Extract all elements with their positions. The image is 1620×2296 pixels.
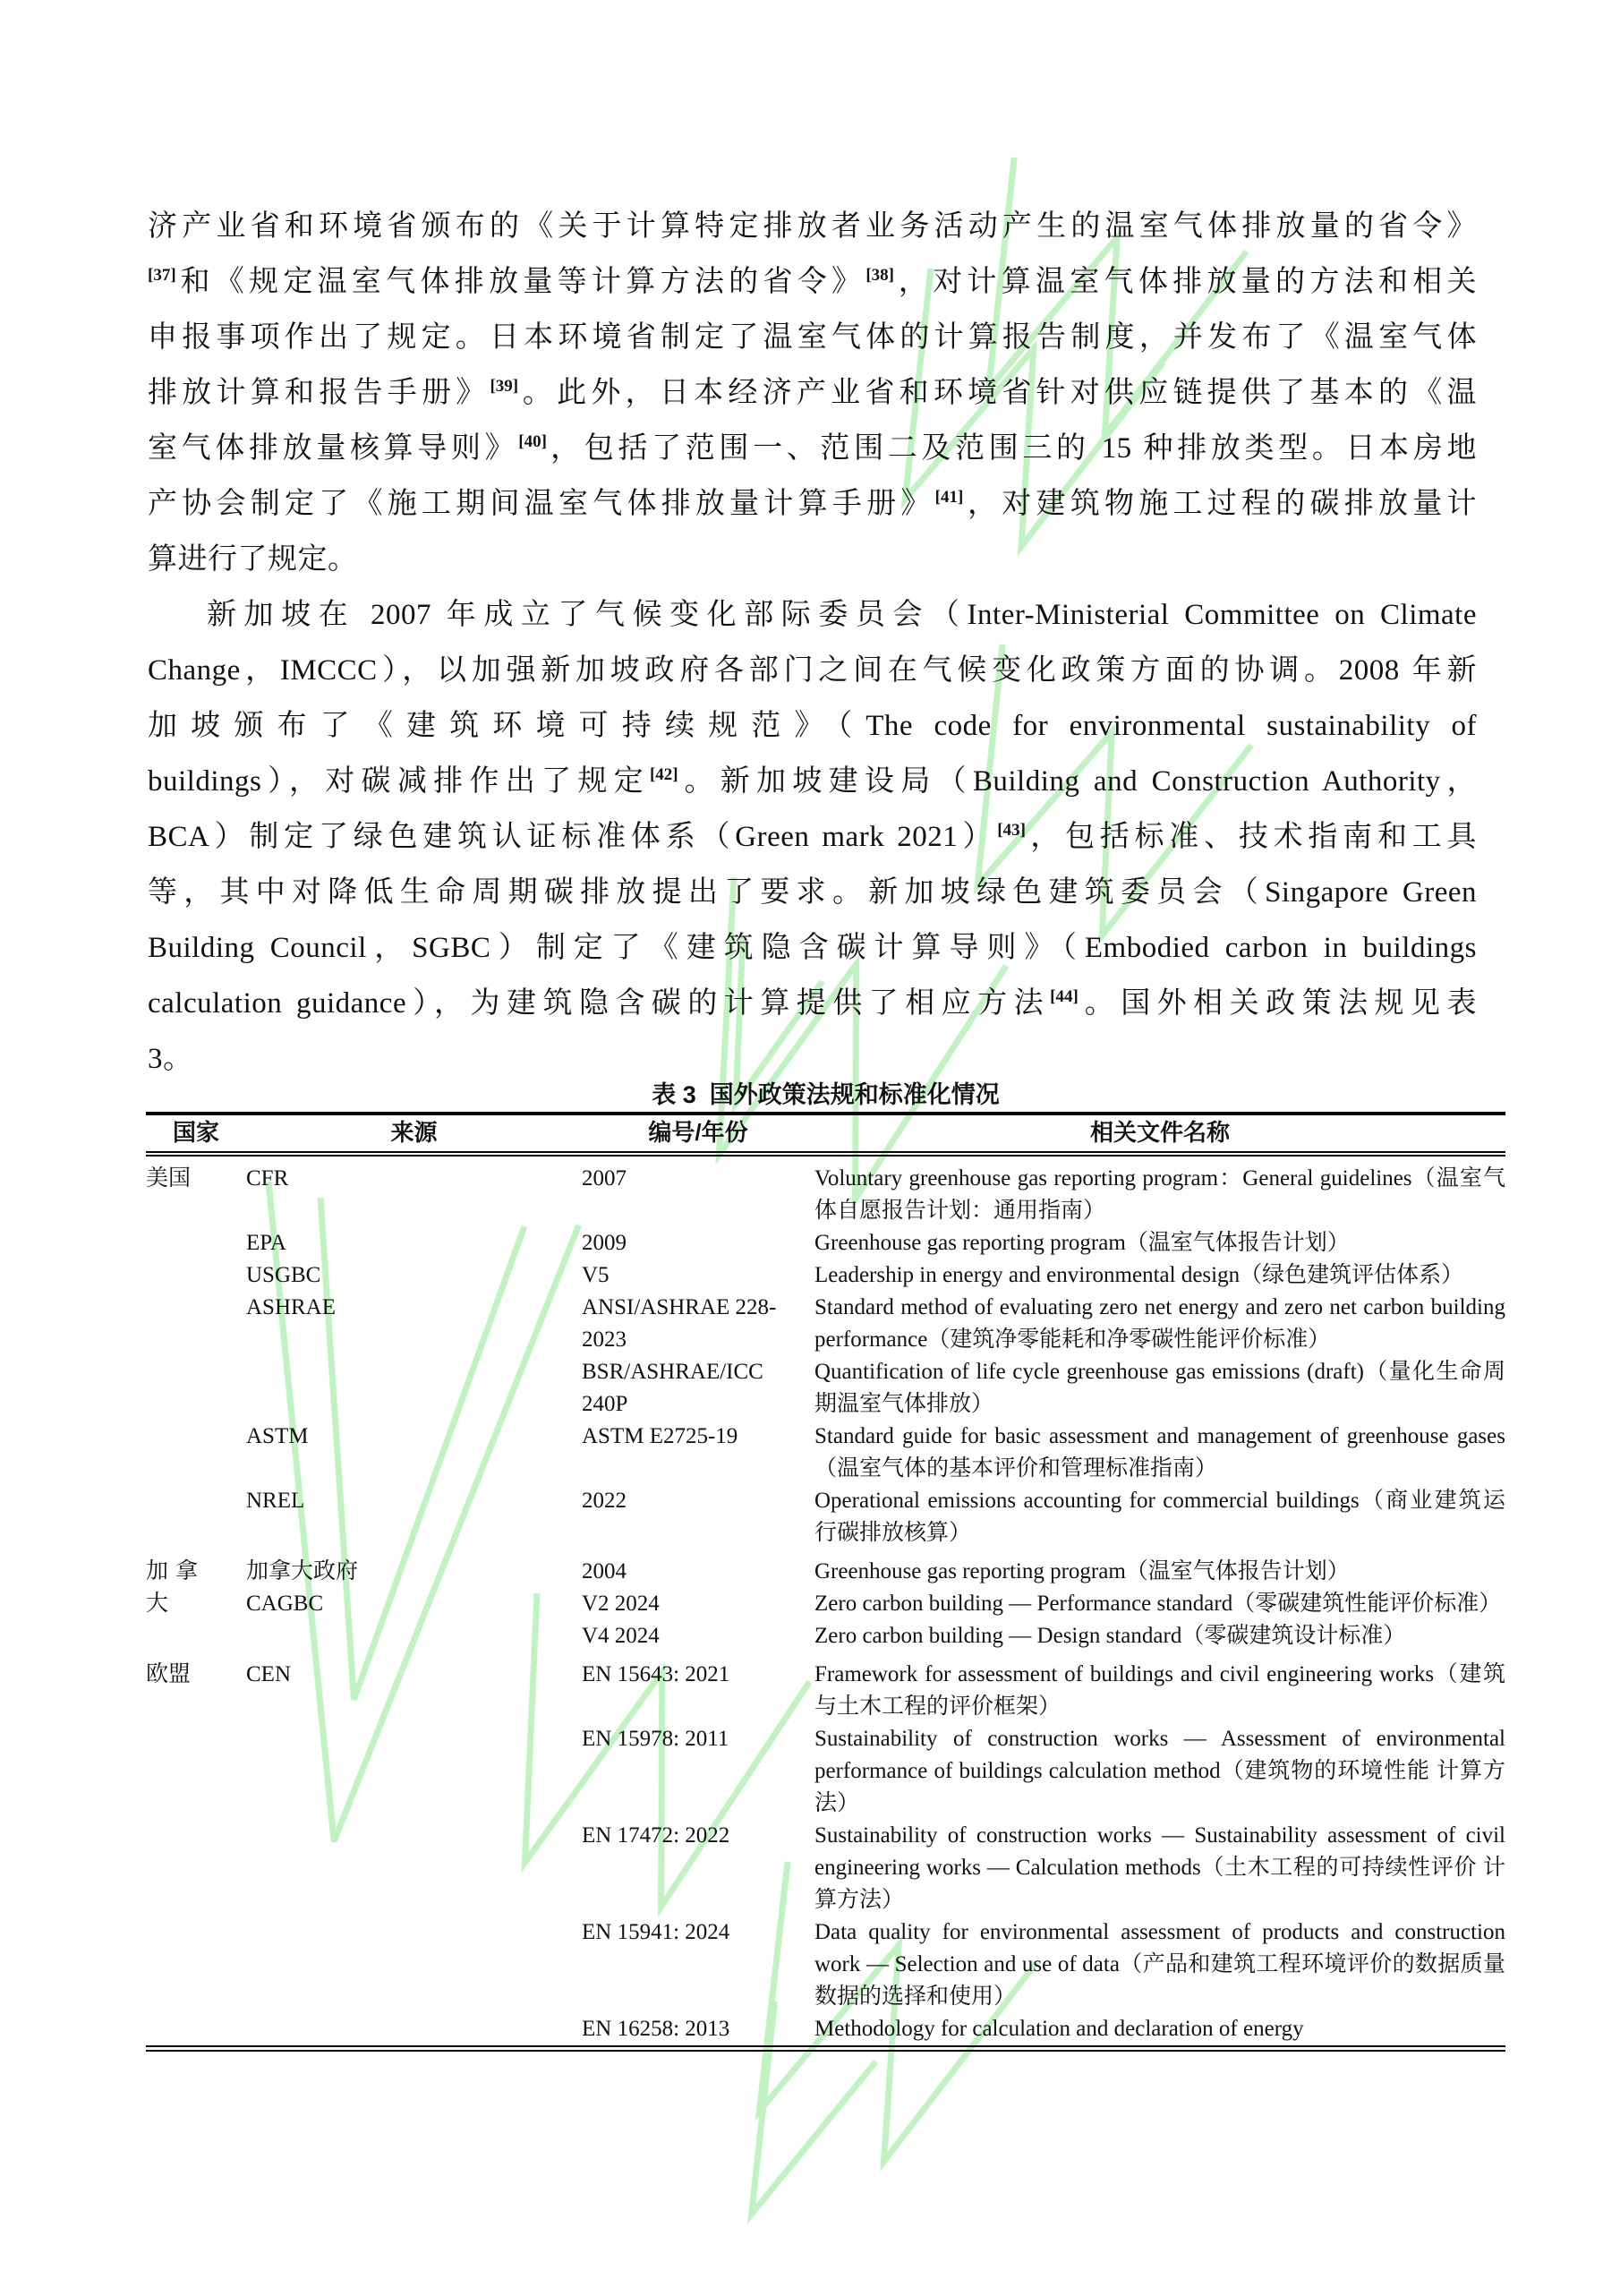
table-row — [146, 1588, 1505, 1620]
citation-ref: [42] — [649, 765, 678, 784]
paragraph-line: 济产业省和环境省颁布的《关于计算特定排放者业务活动产生的温室气体排放量的省令》 — [148, 210, 1477, 243]
doc-name-cell: Sustainability of construction works — Assessment of environmental performance of buildings calculation method（建筑物的环境性能 计算方法） — [814, 1727, 1505, 1815]
table-row — [146, 1356, 1505, 1421]
number-cell: EN 16258: 2013 — [582, 2017, 730, 2041]
paragraph-line: 室气体排放量核算导则》[40]，包括了范围一、范围二及范围三的 15 种排放类型。日本房地 — [148, 432, 1478, 465]
paragraph-line: 新加坡在 2007 年成立了气候变化部际委员会（Inter-Ministerial Committee on Climate — [207, 599, 1477, 631]
doc-name-cell: Leadership in energy and environmental design（绿色建筑评估体系） — [814, 1263, 1464, 1287]
table-row — [146, 1620, 1505, 1652]
doc-name-cell: Greenhouse gas reporting program（温室气体报告计划） — [814, 1231, 1350, 1255]
body-text — [148, 199, 1477, 1087]
number-cell: 2009 — [582, 1231, 627, 1255]
header-number: 编号/年份 — [582, 1114, 814, 1154]
table-row — [146, 1292, 1505, 1356]
doc-name-cell: Quantification of life cycle greenhouse gas emissions (draft)（量化生命周期温室气体排放） — [814, 1360, 1505, 1416]
table-row — [146, 1227, 1505, 1259]
source-cell: ASHRAE — [246, 1295, 337, 1319]
table-row — [146, 1154, 1505, 1227]
number-cell: V2 2024 — [582, 1592, 660, 1616]
source-cell: NREL — [246, 1489, 305, 1513]
table-row — [146, 1549, 1505, 1588]
doc-name-cell: Sustainability of construction works — Sustainability assessment of civil engineering works — Calculation methods（土木工程的可持续性评价 计算方法） — [814, 1823, 1505, 1912]
table-row — [146, 1485, 1505, 1549]
paragraph-line: 排放计算和报告手册》[39]。此外，日本经济产业省和环境省针对供应链提供了基本的《温 — [148, 377, 1478, 409]
header-name: 相关文件名称 — [814, 1114, 1505, 1154]
country-cell — [146, 1549, 246, 1652]
table-row — [146, 2013, 1505, 2049]
paragraph-line: 3。 — [148, 1043, 193, 1075]
paragraph-line: 申报事项作出了规定。日本环境省制定了温室气体的计算报告制度，并发布了《温室气体 — [148, 321, 1477, 354]
doc-name-cell: Voluntary greenhouse gas reporting program：General guidelines（温室气体自愿报告计划：通用指南） — [814, 1166, 1505, 1223]
source-cell: USGBC — [246, 1263, 321, 1287]
table-caption: 表 3 国外政策法规和标准化情况 — [652, 1081, 1000, 1108]
citation-ref: [44] — [1050, 987, 1079, 1006]
paragraph-line: 加坡颁布了《建筑环境可持续规范》（The code for environmental sustainability of — [148, 710, 1477, 742]
number-cell: V4 2024 — [582, 1624, 660, 1648]
source-cell: 加拿大政府 — [246, 1559, 359, 1583]
paragraph-line: calculation guidance），为建筑隐含碳的计算提供了相应方法[44]。国外相关政策法规见表 — [148, 987, 1478, 1020]
number-cell: V5 — [582, 1263, 610, 1287]
citation-ref: [37] — [148, 266, 176, 285]
doc-name-cell: Data quality for environmental assessment of products and construction work — Selection and use of data（产品和建筑工程环境评价的数据质量 数据的选择和使用） — [814, 1920, 1505, 2009]
paragraph-line: 等，其中对降低生命周期碳排放提出了要求。新加坡绿色建筑委员会（Singapore Green — [148, 876, 1477, 909]
doc-name-cell: Operational emissions accounting for commercial buildings（商业建筑运行碳排放核算） — [814, 1489, 1505, 1545]
citation-ref: [39] — [490, 377, 519, 396]
paragraph-singapore-policy — [148, 587, 1477, 1087]
source-cell — [246, 1820, 582, 1916]
doc-name-cell: Methodology for calculation and declaration of energy — [814, 2017, 1304, 2041]
source-cell: CEN — [246, 1662, 291, 1686]
citation-ref: [40] — [518, 432, 547, 451]
policy-table-body — [146, 1154, 1505, 2049]
number-cell: 2007 — [582, 1166, 627, 1191]
country-label: 欧盟 — [146, 1662, 192, 1686]
source-cell — [246, 1356, 582, 1421]
doc-name-cell: Standard guide for basic assessment and management of greenhouse gases（温室气体的基本评价和管理标准指南） — [814, 1424, 1505, 1481]
table-row — [146, 1652, 1505, 1723]
table-row — [146, 1820, 1505, 1916]
paragraph-line: Building Council，SGBC）制定了《建筑隐含碳计算导则》（Embodied carbon in buildings — [148, 932, 1477, 964]
doc-name-cell: Framework for assessment of buildings and civil engineering works（建筑与土木工程的评价框架） — [814, 1662, 1505, 1719]
doc-name-cell: Greenhouse gas reporting program（温室气体报告计划） — [814, 1559, 1350, 1583]
country-cell — [146, 1154, 246, 1549]
number-cell: EN 17472: 2022 — [582, 1823, 730, 1848]
source-cell: EPA — [246, 1231, 286, 1255]
country-label: 美国 — [146, 1166, 192, 1191]
table-row — [146, 1259, 1505, 1292]
citation-ref: [43] — [997, 821, 1026, 840]
table3-section — [146, 1080, 1505, 2052]
number-cell: BSR/ASHRAE/ICC 240P — [582, 1360, 763, 1416]
table-row — [146, 1916, 1505, 2013]
source-cell — [246, 1916, 582, 2013]
source-cell: ASTM — [246, 1424, 309, 1448]
paragraph-line: buildings），对碳减排作出了规定[42]。新加坡建设局（Building and Construction Authority， — [148, 765, 1477, 798]
table-header-row — [146, 1114, 1505, 1154]
paragraph-japan-policy — [148, 199, 1477, 587]
number-cell: ANSI/ASHRAE 228-2023 — [582, 1295, 777, 1352]
doc-name-cell: Zero carbon building — Design standard（零碳建筑设计标准） — [814, 1624, 1406, 1648]
number-cell: EN 15643: 2021 — [582, 1662, 730, 1686]
country-label: 加拿大 — [146, 1559, 198, 1616]
paragraph-line: BCA）制定了绿色建筑认证标准体系（Green mark 2021）[43]，包括标准、技术指南和工具 — [148, 821, 1477, 853]
paragraph-line: [37]和《规定温室气体排放量等计算方法的省令》[38]，对计算温室气体排放量的方法和相关 — [148, 266, 1478, 298]
header-source: 来源 — [246, 1114, 582, 1154]
paragraph-line: Change，IMCCC），以加强新加坡政府各部门之间在气候变化政策方面的协调。2008 年新 — [148, 654, 1477, 687]
country-cell — [146, 1652, 246, 2049]
table-row — [146, 1723, 1505, 1820]
paragraph-line: 算进行了规定。 — [148, 543, 358, 576]
source-cell: CAGBC — [246, 1592, 324, 1616]
table-row — [146, 1421, 1505, 1485]
policy-table — [146, 1112, 1505, 2052]
number-cell: ASTM E2725-19 — [582, 1424, 738, 1448]
number-cell: 2022 — [582, 1489, 627, 1513]
source-cell: CFR — [246, 1166, 289, 1191]
number-cell: EN 15978: 2011 — [582, 1727, 729, 1751]
source-cell — [246, 1723, 582, 1820]
number-cell: EN 15941: 2024 — [582, 1920, 730, 1944]
doc-name-cell: Standard method of evaluating zero net energy and zero net carbon building performance（建筑净零能耗和净零碳性能评价标准） — [814, 1295, 1505, 1352]
source-cell — [246, 2013, 582, 2049]
doc-name-cell: Zero carbon building — Performance standard（零碳建筑性能评价标准） — [814, 1592, 1502, 1616]
number-cell: 2004 — [582, 1559, 627, 1583]
citation-ref: [38] — [865, 266, 894, 285]
paragraph-line: 产协会制定了《施工期间温室气体排放量计算手册》[41]，对建筑物施工过程的碳排放量计 — [148, 488, 1478, 520]
header-country: 国家 — [146, 1114, 246, 1154]
source-cell — [246, 1620, 582, 1652]
citation-ref: [41] — [934, 488, 964, 507]
